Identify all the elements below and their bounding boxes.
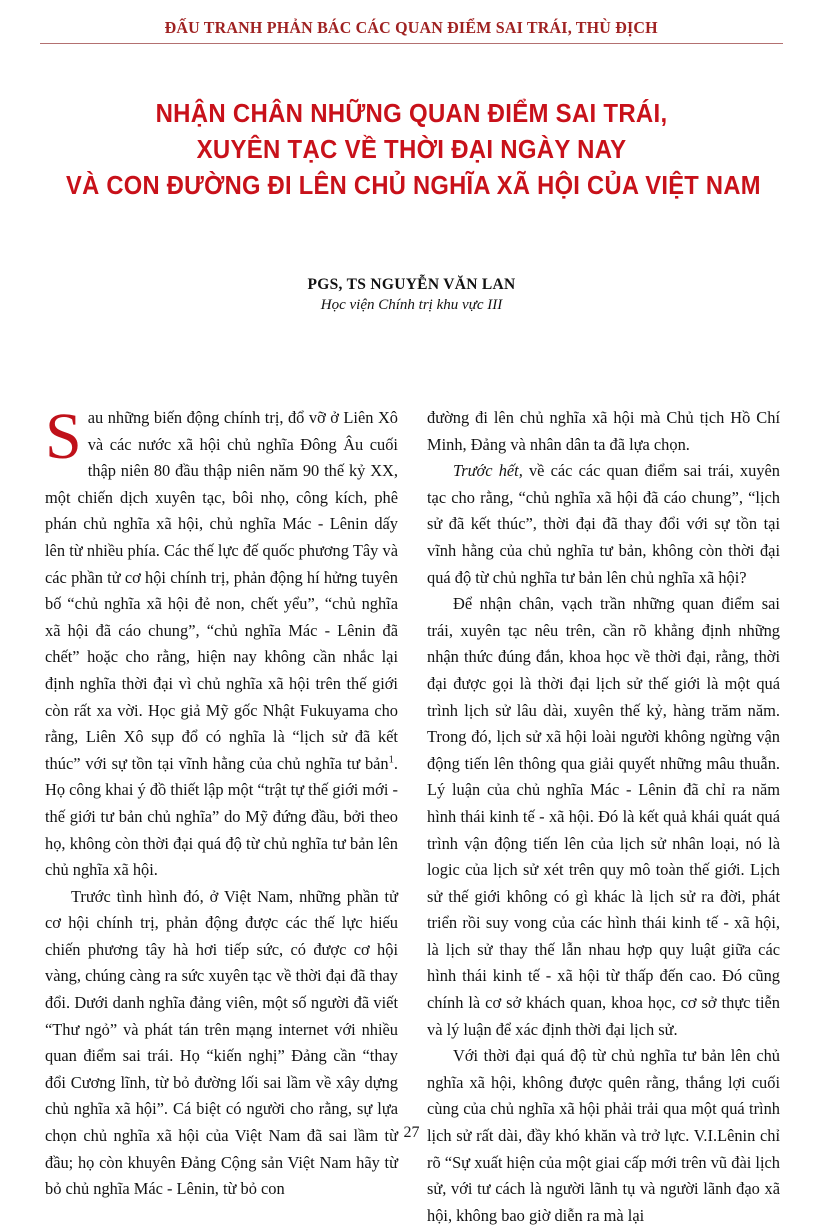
running-head-text: ĐẤU TRANH PHẢN BÁC CÁC QUAN ĐIỂM SAI TRÁI, THÙ ĐỊCH bbox=[164, 18, 659, 37]
running-head bbox=[40, 0, 783, 44]
article-title bbox=[40, 96, 783, 204]
byline bbox=[40, 276, 783, 314]
paragraph-right-4: Với thời đại quá độ từ chủ nghĩa tư bản lên chủ nghĩa xã hội, không được quên rằng, thắng lợi cuối cùng của chủ nghĩa xã hội phải trải qua một quá trình lịch sử rất dài, đầy khó khăn và trở lực. V.I.Lênin chỉ rõ “Sự xuất hiện của một giai cấp mới trên vũ đài lịch sử, với tư cách là người lãnh tụ và người lãnh đạo xã hội, không bao giờ diễn ra mà lại bbox=[427, 1046, 780, 1225]
paragraph-right-3: Để nhận chân, vạch trần những quan điểm sai trái, xuyên tạc nêu trên, cần rõ khẳng định những nhận thức đúng đắn, khoa học về thời đại, rằng, thời đại được gọi là thời đại lịch sử thế giới là một quá trình lịch sử lâu dài, xuyên thế kỷ, hàng trăm năm. Trong đó, lịch sử xã hội loài người không ngừng vận động tiến lên thông qua giải quyết những mâu thuẫn. Lý luận của chủ nghĩa Mác - Lênin đã chỉ ra năm hình thái kinh tế - xã hội. Đó là kết quả khái quát quá trình vận động tiến lên của lịch sử nhân loại, nó là logic của lịch sử xét trên quy mô toàn thế giới. Lịch sử thế giới không có gì khác là lịch sử ra đời, phát triển rồi suy vong của các hình thái kinh tế - xã hội, là lịch sử thay thế lẫn nhau hợp quy luật giữa các hình thái kinh tế - xã hội từ thấp đến cao. Đó cũng chính là cơ sở khách quan, khoa học, cơ sở thực tiễn và lý luận để xác định thời đại lịch sử. bbox=[427, 594, 780, 1039]
page-number: 27 bbox=[403, 1124, 420, 1141]
paragraph-left-1 bbox=[45, 400, 398, 884]
paragraph-right-2 bbox=[427, 458, 780, 591]
header-divider-rule bbox=[40, 43, 783, 44]
author-affiliation: Học viện Chính trị khu vực III bbox=[320, 297, 503, 313]
paragraph-right-2-text: về các các quan điểm sai trái, xuyên tạc cho rằng, “chủ nghĩa xã hội đã cáo chung”, “lịch sử đã kết thúc”, thời đại đã thay đổi với sự tồn tại vĩnh hằng của chủ nghĩa tư bản, không còn thời đại quá độ từ chủ nghĩa tư bản lên chủ nghĩa xã hội? bbox=[427, 461, 780, 587]
right-column bbox=[427, 405, 780, 1229]
paragraph-right-1: đường đi lên chủ nghĩa xã hội mà Chủ tịch Hồ Chí Minh, Đảng và nhân dân ta đã lựa chọn. bbox=[427, 408, 780, 454]
author-name: PGS, TS NGUYỄN VĂN LAN bbox=[307, 276, 516, 293]
paragraph-left-1-text: au những biến động chính trị, đổ vỡ ở Liên Xô và các nước xã hội chủ nghĩa Đông Âu cuối thập niên 80 đầu thập niên năm 90 thế kỷ XX, một chiến dịch xuyên tạc, bôi nhọ, công kích, phê phán chủ nghĩa xã hội, chủ nghĩa Mác - Lênin dấy lên từ nhiều phía. Các thế lực đế quốc phương Tây và các phần tử cơ hội chính trị, phản động hí hửng tuyên bố “chủ nghĩa xã hội đẻ non, chết yểu”, “chủ nghĩa xã hội đã cáo chung”, “chủ nghĩa Mác - Lênin đã chết” hoặc cho rằng, hiện nay không cần nhắc lại định nghĩa thời đại vì chủ nghĩa xã hội trên thế giới còn rất xa vời. Học giả Mỹ gốc Nhật Fukuyama cho rằng, Liên Xô sụp đổ có nghĩa là “lịch sử đã kết thúc” với sự tồn tại vĩnh hằng của chủ nghĩa tư bản bbox=[45, 408, 398, 773]
paragraph-left-2: Trước tình hình đó, ở Việt Nam, những phần tử cơ hội chính trị, phản động được các thế lực hiếu chiến phương tây hà hơi tiếp sức, có được cơ hội vàng, chúng càng ra sức xuyên tạc về thời đại đã thay đổi. Dưới danh nghĩa đảng viên, một số người đã viết “Thư ngỏ” và phát tán trên mạng internet với nhiều quan điểm sai trái. Họ “kiến nghị” Đảng cần “thay đổi Cương lĩnh, từ bỏ đường lối sai lầm về xây dựng chủ nghĩa xã hội”. Cá biệt có người cho rằng, sự lựa chọn chủ nghĩa xã hội của Việt Nam đã sai lầm từ đầu; họ còn khuyên Đảng Cộng sản Việt Nam hãy từ bỏ chủ nghĩa Mác - Lênin, từ bỏ con bbox=[45, 886, 398, 1199]
paragraph-left-1-tail: . Họ công khai ý đồ thiết lập một “trật tự thế giới mới - thế giới tư bản chủ nghĩa” do Mỹ đứng đầu, bởi theo họ, không còn thời đại quá độ từ chủ nghĩa tư bản lên chủ nghĩa xã hội. bbox=[45, 753, 398, 880]
body-columns bbox=[45, 400, 780, 1229]
left-column bbox=[45, 400, 398, 1229]
paragraph-right-2-lead: Trước hết, bbox=[453, 461, 523, 481]
title-line-1: NHẬN CHÂN NHỮNG QUAN ĐIỂM SAI TRÁI, bbox=[155, 100, 668, 128]
title-line-3: VÀ CON ĐƯỜNG ĐI LÊN CHỦ NGHĨA XÃ HỘI CỦA VIỆT NAM bbox=[66, 172, 761, 200]
title-line-2: XUYÊN TẠC VỀ THỜI ĐẠI NGÀY NAY bbox=[196, 136, 627, 164]
footnote-marker-1[interactable]: 1 bbox=[388, 754, 394, 766]
drop-cap: S bbox=[45, 400, 82, 473]
